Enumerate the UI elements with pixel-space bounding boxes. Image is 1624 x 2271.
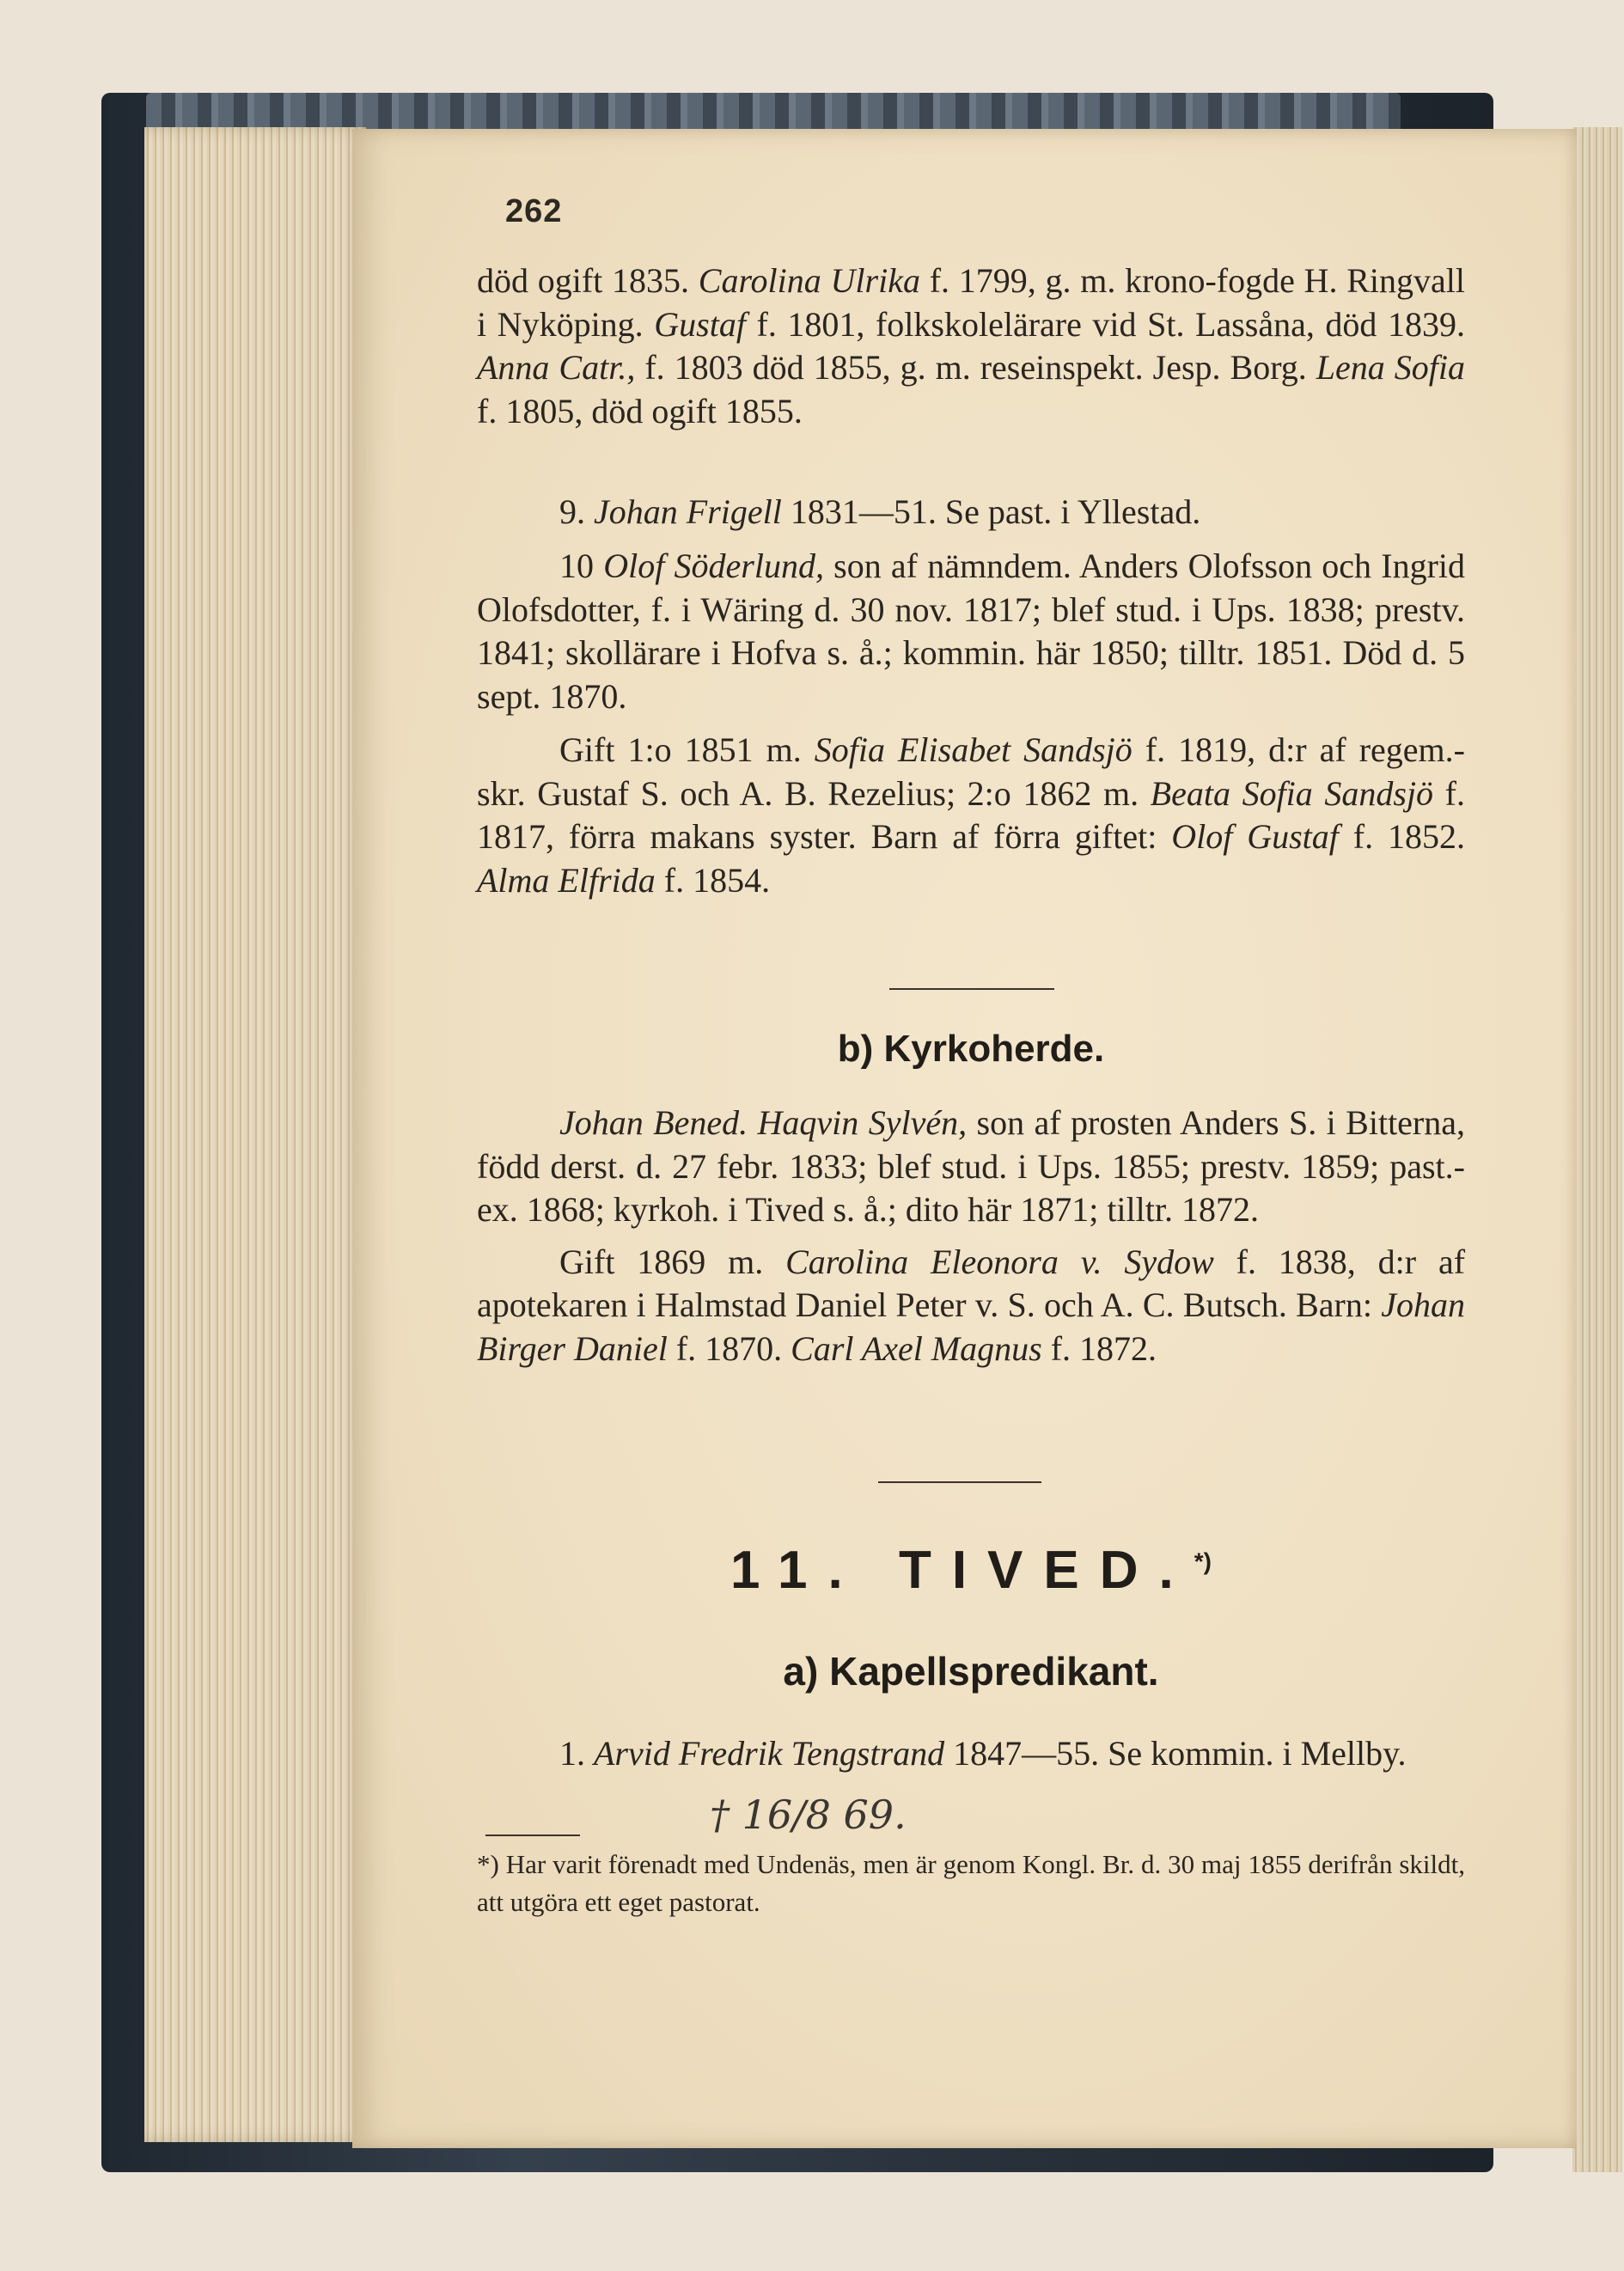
- kyrkoherde-entry: [477, 1102, 1465, 1371]
- italic-name: Olof Gustaf: [1171, 817, 1339, 856]
- italic-name: Carolina Eleonora v. Sydow: [785, 1242, 1214, 1281]
- italic-name: Carolina Ulrika: [698, 261, 920, 300]
- separator-rule: [878, 1481, 1041, 1483]
- text-run: Gift 1869 m.: [559, 1242, 786, 1281]
- text-run: 9.: [559, 492, 594, 531]
- separator-rule: [889, 988, 1054, 990]
- handwritten-annotation: [706, 1779, 913, 1856]
- italic-name: Anna Catr.,: [477, 348, 636, 387]
- text-run: f. 1854.: [655, 860, 771, 900]
- entry-9: [477, 491, 1465, 534]
- text-run: f. 1817, förra makans syster. Barn af förra giftet:: [477, 773, 1465, 856]
- italic-name: Johan Frigell: [594, 492, 782, 531]
- heading-kyrkoherde: b) Kyrkoherde.: [837, 1028, 1105, 1070]
- text-run: son af nämndem. Anders Olofsson och Ingrid Olofsdotter, f. i Wäring d. 30 nov. 1817; blef stud. i Ups. 1838; prestv. 1841; skollärare i Hofva s. å.; kommin. här 1850; tilltr. 1851. Död d. 5 sept. 1870.: [477, 546, 1466, 716]
- section-title: [477, 1540, 1465, 1601]
- italic-name: Johan Bened. Haqvin Sylvén,: [559, 1103, 968, 1142]
- text-run: f. 1838, d:r af apotekaren i Halmstad Daniel Peter v. S. och A. C. Butsch. Barn:: [477, 1242, 1466, 1324]
- text-run: f. 1872.: [1041, 1328, 1157, 1368]
- italic-name: Carl Axel Magnus: [791, 1328, 1042, 1368]
- kapellspredikant-entry: [477, 1732, 1465, 1776]
- text-run: f. 1870.: [667, 1328, 791, 1368]
- handwritten-note: † 16/8 69.: [710, 1792, 907, 1838]
- italic-name: Olof Söderlund,: [603, 546, 824, 585]
- kyrkoherde-marriage-paragraph: [477, 1241, 1465, 1371]
- footnote: *) Har varit förenadt med Undenäs, men är genom Kongl. Br. d. 30 maj 1855 derifrån skildt, att utgöra ett eget pastorat.: [477, 1849, 1465, 1917]
- section-title-footnote-mark: *): [1194, 1548, 1212, 1575]
- italic-name: Johan Birger Daniel: [477, 1285, 1465, 1368]
- text-run: f. 1819, d:r af regem.-skr. Gustaf S. och A. B. Rezelius; 2:o 1862 m.: [477, 730, 1465, 813]
- section-title-text: 11. TIVED.: [730, 1541, 1194, 1600]
- italic-name: Arvid Fredrik Tengstrand: [594, 1734, 945, 1773]
- entry-10-paragraph: [477, 545, 1465, 718]
- text-run: f. 1803 död 1855, g. m. reseinspekt. Jesp. Borg.: [635, 348, 1316, 387]
- text-run: 1.: [559, 1734, 594, 1773]
- text-run: f. 1805, död ogift 1855.: [477, 391, 803, 430]
- entry-10-marriage-paragraph: [477, 729, 1465, 902]
- text-run: 10: [559, 546, 604, 585]
- entry-1-paragraph: [477, 259, 1465, 433]
- left-page-edges: [144, 127, 366, 2142]
- text-run: död ogift 1835.: [477, 261, 699, 300]
- entry-10: [477, 545, 1465, 902]
- heading-kapellspredikant: a) Kapellspredikant.: [783, 1649, 1159, 1694]
- entry-continuation: [477, 259, 1465, 433]
- footnote-rule: [485, 1835, 580, 1836]
- text-run: 1847—55. Se kommin. i Mellby.: [944, 1734, 1407, 1773]
- text-run: f. 1852.: [1338, 817, 1465, 856]
- italic-name: Sofia Elisabet Sandsjö: [814, 730, 1133, 769]
- kapellspredikant-paragraph: [477, 1732, 1465, 1776]
- kyrkoherde-paragraph: [477, 1102, 1465, 1232]
- page-number: 262: [505, 193, 563, 229]
- text-run: son af prosten Anders S. i Bitterna, född derst. d. 27 febr. 1833; blef stud. i Ups. 1855; prestv. 1859; past.-ex. 1868; kyrkoh. i Tived s. å.; dito här 1871; tilltr. 1872.: [477, 1103, 1466, 1229]
- italic-name: Beata Sofia Sandsjö: [1150, 773, 1434, 813]
- italic-name: Alma Elfrida: [477, 860, 656, 900]
- text-run: f. 1801, folkskolelärare vid St. Lassåna, död 1839.: [745, 304, 1465, 344]
- right-page-edges: [1572, 127, 1622, 2172]
- text-run: f. 1799, g. m. krono-fogde H. Ringvall i Nyköping.: [477, 261, 1466, 344]
- text-run: Gift 1:o 1851 m.: [559, 730, 815, 769]
- entry-9-paragraph: [477, 491, 1465, 534]
- italic-name: Gustaf: [654, 304, 746, 344]
- text-run: 1831—51. Se past. i Yllestad.: [781, 492, 1201, 531]
- italic-name: Lena Sofia: [1316, 348, 1465, 387]
